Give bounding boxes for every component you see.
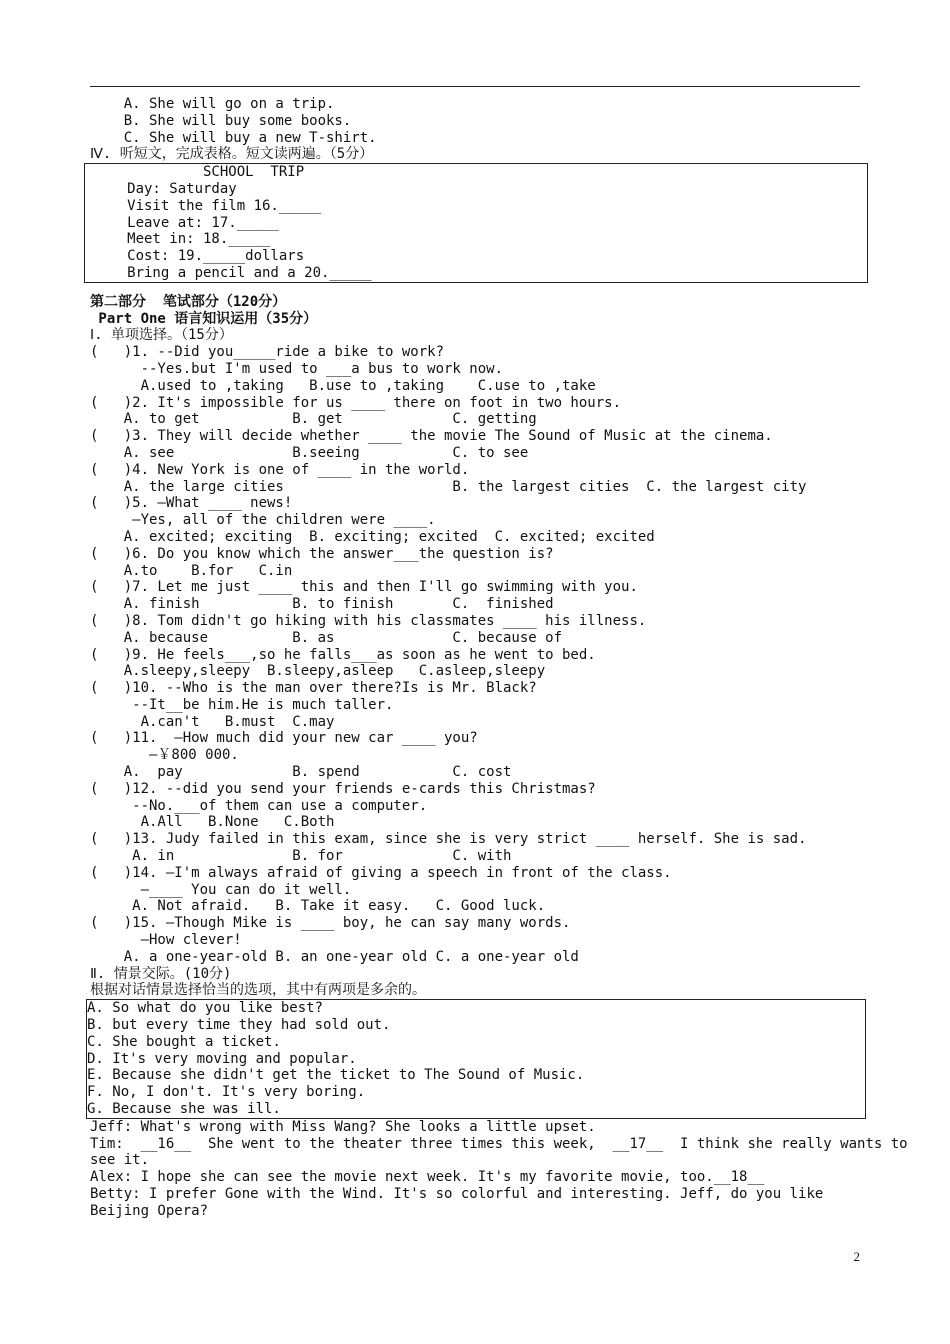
question-line: ( )6. Do you know which the answer___the question is? bbox=[90, 545, 554, 562]
question-line: —____ You can do it well. bbox=[90, 881, 352, 898]
dialogue-line: Jeff: What's wrong with Miss Wang? She looks a little upset. bbox=[90, 1118, 596, 1135]
page-content bbox=[85, 96, 908, 1220]
table-line: Day: Saturday bbox=[85, 180, 237, 197]
question-line: ( )10. --Who is the man over there?Is is Mr. Black? bbox=[90, 680, 537, 697]
section-2-title: Ⅱ. 情景交际。(10分) bbox=[90, 965, 232, 982]
question-line: --No.___of them can use a computer. bbox=[90, 797, 428, 814]
question-line: A. see B.seeing C. to see bbox=[90, 444, 529, 461]
question-line: —How clever! bbox=[90, 932, 242, 949]
option-line: B. She will buy some books. bbox=[90, 112, 352, 129]
table-line: Bring a pencil and a 20._____ bbox=[85, 264, 372, 281]
question-line: A. finish B. to finish C. finished bbox=[90, 596, 554, 613]
question-line: ( )14. —I'm always afraid of giving a speech in front of the class. bbox=[90, 864, 672, 881]
question-line: A.to B.for C.in bbox=[90, 562, 293, 579]
page-number: 2 bbox=[853, 1249, 860, 1264]
table-line: Meet in: 18._____ bbox=[85, 231, 271, 248]
question-line: ( )1. --Did you_____ride a bike to work? bbox=[90, 344, 445, 361]
question-line: ( )3. They will decide whether ____ the movie The Sound of Music at the cinema. bbox=[90, 428, 773, 445]
part-2-title: 第二部分 笔试部分（120分） bbox=[90, 293, 287, 310]
option-item: B. but every time they had sold out. bbox=[87, 1017, 391, 1034]
question-line: A. a one-year-old B. an one-year old C. a one-year old bbox=[90, 948, 579, 965]
dialogue-line: Beijing Opera? bbox=[90, 1202, 209, 1219]
question-line: A. the large cities B. the largest cities C. the largest city bbox=[90, 478, 807, 495]
part-one-title: Part One 语言知识运用（35分） bbox=[90, 310, 318, 327]
section-1-title: Ⅰ. 单项选择。（15分） bbox=[90, 327, 233, 344]
question-line: ( )5. —What ____ news! bbox=[90, 495, 293, 512]
option-item: A. So what do you like best? bbox=[87, 1000, 324, 1017]
question-line: ( )8. Tom didn't go hiking with his classmates ____ his illness. bbox=[90, 612, 647, 629]
question-line: ( )15. —Though Mike is ____ boy, he can say many words. bbox=[90, 915, 571, 932]
question-line: ( )7. Let me just ____ this and then I'll go swimming with you. bbox=[90, 579, 638, 596]
question-line: A. Not afraid. B. Take it easy. C. Good luck. bbox=[90, 898, 546, 915]
question-line: ( )12. --did you send your friends e-cards this Christmas? bbox=[90, 780, 596, 797]
question-line: ( )13. Judy failed in this exam, since she is very strict ____ herself. She is sad. bbox=[90, 831, 807, 848]
question-line: --Yes.but I'm used to ___a bus to work now. bbox=[90, 360, 504, 377]
question-line: A.can't B.must C.may bbox=[90, 713, 335, 730]
question-line: A.All B.None C.Both bbox=[90, 814, 335, 831]
question-line: ( )11. —How much did your new car ____ you? bbox=[90, 730, 478, 747]
options-table bbox=[86, 999, 866, 1119]
question-line: A.used to ,taking B.use to ,taking C.use to ,take bbox=[90, 377, 596, 394]
dialogue-line: Betty: I prefer Gone with the Wind. It's so colorful and interesting. Jeff, do you like bbox=[90, 1186, 824, 1202]
question-line: A. in B. for C. with bbox=[90, 848, 512, 865]
question-line: --It__be him.He is much taller. bbox=[90, 696, 394, 713]
question-line: A. because B. as C. because of bbox=[90, 629, 563, 646]
option-item: F. No, I don't. It's very boring. bbox=[87, 1084, 366, 1101]
question-line: —￥800 000. bbox=[90, 747, 239, 764]
question-line: ( )2. It's impossible for us ____ there on foot in two hours. bbox=[90, 394, 622, 411]
question-line: ( )4. New York is one of ____ in the world. bbox=[90, 461, 470, 478]
header-rule bbox=[90, 86, 860, 87]
table-line: Visit the film 16._____ bbox=[85, 197, 322, 214]
table-line: SCHOOL TRIP bbox=[85, 164, 305, 181]
question-line: —Yes, all of the children were ____. bbox=[90, 512, 436, 529]
dialogue-line: see it. bbox=[90, 1152, 150, 1169]
question-line: A. pay B. spend C. cost bbox=[90, 764, 512, 781]
option-line: C. She will buy a new T-shirt. bbox=[90, 129, 377, 146]
table-line: Leave at: 17._____ bbox=[85, 214, 279, 231]
option-line: A. She will go on a trip. bbox=[90, 96, 335, 112]
school-trip-table bbox=[84, 163, 868, 283]
dialogue-line: Tim: __16__ She went to the theater three times this week, __17__ I think she really wants to bbox=[90, 1135, 908, 1152]
question-line: A. excited; exciting B. exciting; excited C. excited; excited bbox=[90, 528, 655, 545]
table-line: Cost: 19._____dollars bbox=[85, 248, 305, 265]
question-list bbox=[90, 344, 862, 965]
question-line: A. to get B. get C. getting bbox=[90, 411, 537, 428]
option-item: D. It's very moving and popular. bbox=[87, 1050, 357, 1067]
dialogue-line: Alex: I hope she can see the movie next week. It's my favorite movie, too.__18__ bbox=[90, 1169, 765, 1186]
option-item: E. Because she didn't get the ticket to The Sound of Music. bbox=[87, 1067, 585, 1084]
option-item: C. She bought a ticket. bbox=[87, 1033, 281, 1050]
option-item: G. Because she was ill. bbox=[87, 1101, 281, 1118]
section-4-title: Ⅳ. 听短文，完成表格。短文读两遍。（5分） bbox=[90, 146, 374, 163]
question-line: A.sleepy,sleepy B.sleepy,asleep C.asleep,sleepy bbox=[90, 663, 546, 680]
question-line: ( )9. He feels___,so he falls___as soon as he went to bed. bbox=[90, 646, 596, 663]
section-2-instruction: 根据对话情景选择恰当的选项，其中有两项是多余的。 bbox=[90, 982, 426, 999]
